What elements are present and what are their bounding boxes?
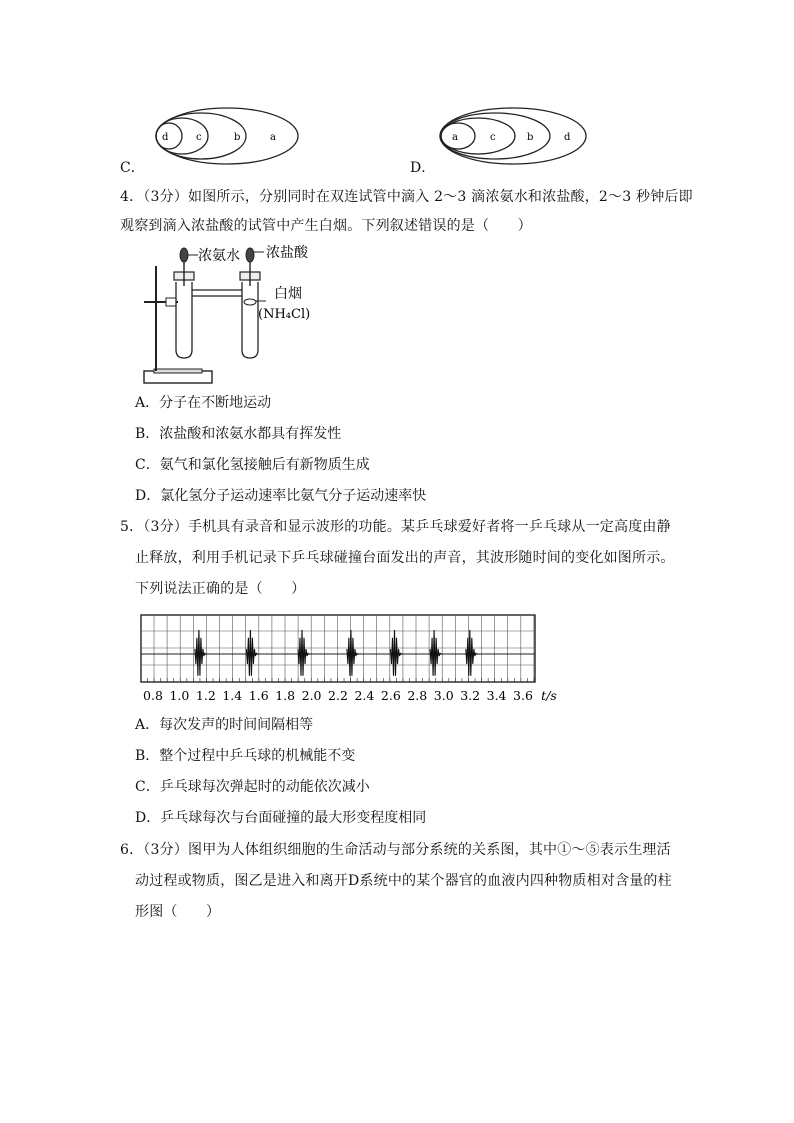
q3c-circle-label-3: b xyxy=(234,132,241,143)
axis-tick-label: 2.4 xyxy=(354,688,375,703)
q4-option-c: C．氨气和氯化氢接触后有新物质生成 xyxy=(135,457,370,473)
axis-tick-label: 2.0 xyxy=(301,688,322,703)
twin-test-tube-apparatus xyxy=(138,240,338,390)
q3c-circle-label-4: a xyxy=(270,132,276,143)
axis-tick-label: 1.0 xyxy=(169,688,190,703)
axis-tick-label: 3.2 xyxy=(460,688,481,703)
q3d-circle-label-2: c xyxy=(490,132,496,143)
q5-stem-line1: 5．（3分）手机具有录音和显示波形的功能。某乒乓球爱好者将一乒乓球从一定高度由静 xyxy=(120,519,671,535)
label-nh4cl: (NH₄Cl) xyxy=(258,307,311,322)
q5-option-b: B．整个过程中乒乓球的机械能不变 xyxy=(135,748,356,764)
axis-tick-label: 3.0 xyxy=(433,688,454,703)
sound-waveform-chart xyxy=(138,612,568,707)
q3c-circle-label-2: c xyxy=(196,132,202,143)
q3d-circle-label-4: d xyxy=(564,132,571,143)
axis-tick-label: 0.8 xyxy=(143,688,163,703)
axis-tick-label: 1.8 xyxy=(275,688,296,703)
right-dropper-bulb xyxy=(246,248,254,262)
q3d-circle-label-1: a xyxy=(452,132,458,143)
q3-option-d-label: D． xyxy=(410,160,436,176)
q3-option-d-diagram xyxy=(428,104,618,179)
q4-option-d: D．氯化氢分子运动速率比氨气分子运动速率快 xyxy=(135,488,427,504)
axis-tick-label: 3.4 xyxy=(486,688,507,703)
axis-unit-label: t/s xyxy=(541,688,557,703)
q3-option-c-diagram xyxy=(118,104,308,179)
q5-stem-line2: 止释放，利用手机记录下乒乓球碰撞台面发出的声音，其波形随时间的变化如图所示。 xyxy=(135,550,675,566)
q5-option-a: A．每次发声的时间间隔相等 xyxy=(135,717,314,733)
q6-stem-line3: 形图（ ） xyxy=(135,904,221,920)
label-hydrochloric-acid: 浓盐酸 xyxy=(266,245,308,261)
left-dropper-bulb xyxy=(180,248,188,262)
q5-waveform-figure xyxy=(138,612,568,707)
axis-tick-label: 3.6 xyxy=(513,688,533,703)
q6-stem-line1: 6．（3分）图甲为人体组织细胞的生命活动与部分系统的关系图，其中①～⑤表示生理活 xyxy=(120,842,671,858)
q4-apparatus-figure xyxy=(138,240,338,390)
q4-stem-line1: 4．（3分）如图所示，分别同时在双连试管中滴入 2～3 滴浓氨水和浓盐酸，2～3 秒钟后即 xyxy=(120,189,693,205)
sound-burst-7 xyxy=(466,630,480,676)
axis-tick-label: 1.2 xyxy=(195,688,216,703)
q4-option-a: A．分子在不断地运动 xyxy=(135,395,272,411)
q5-option-d: D．乒乓球每次与台面碰撞的最大形变程度相同 xyxy=(135,810,427,826)
sound-burst-2 xyxy=(246,630,260,676)
axis-tick-label: 1.6 xyxy=(248,688,269,703)
axis-tick-label: 1.4 xyxy=(222,688,243,703)
label-white-smoke: 白烟 xyxy=(274,286,302,302)
q3c-circle-label-1: d xyxy=(162,132,169,143)
axis-tick-label: 2.2 xyxy=(328,688,348,703)
q6-stem-line2: 动过程或物质，图乙是进入和离开D系统中的某个器官的血液内四种物质相对含量的柱 xyxy=(135,873,672,889)
q3-option-c-label: C． xyxy=(120,160,145,176)
right-test-tube xyxy=(242,282,258,358)
q5-option-c: C．乒乓球每次弹起时的动能依次减小 xyxy=(135,779,370,795)
sound-burst-4 xyxy=(347,630,361,676)
axis-tick-label: 2.6 xyxy=(380,688,401,703)
q3d-circle-label-3: b xyxy=(527,132,534,143)
left-test-tube xyxy=(176,282,192,358)
sound-burst-5 xyxy=(391,630,405,676)
sound-burst-1 xyxy=(195,630,209,676)
q5-stem-line3: 下列说法正确的是（ ） xyxy=(135,581,306,597)
q4-stem-line2: 观察到滴入浓盐酸的试管中产生白烟。下列叙述错误的是（ ） xyxy=(120,218,532,234)
q3-option-c xyxy=(118,104,308,179)
axis-tick-label: 2.8 xyxy=(407,688,428,703)
sound-burst-3 xyxy=(298,630,312,676)
q4-option-b: B．浓盐酸和浓氨水都具有挥发性 xyxy=(135,426,342,442)
white-smoke xyxy=(244,299,256,305)
q3-option-d xyxy=(428,104,618,179)
label-ammonia: 浓氨水 xyxy=(198,248,240,264)
